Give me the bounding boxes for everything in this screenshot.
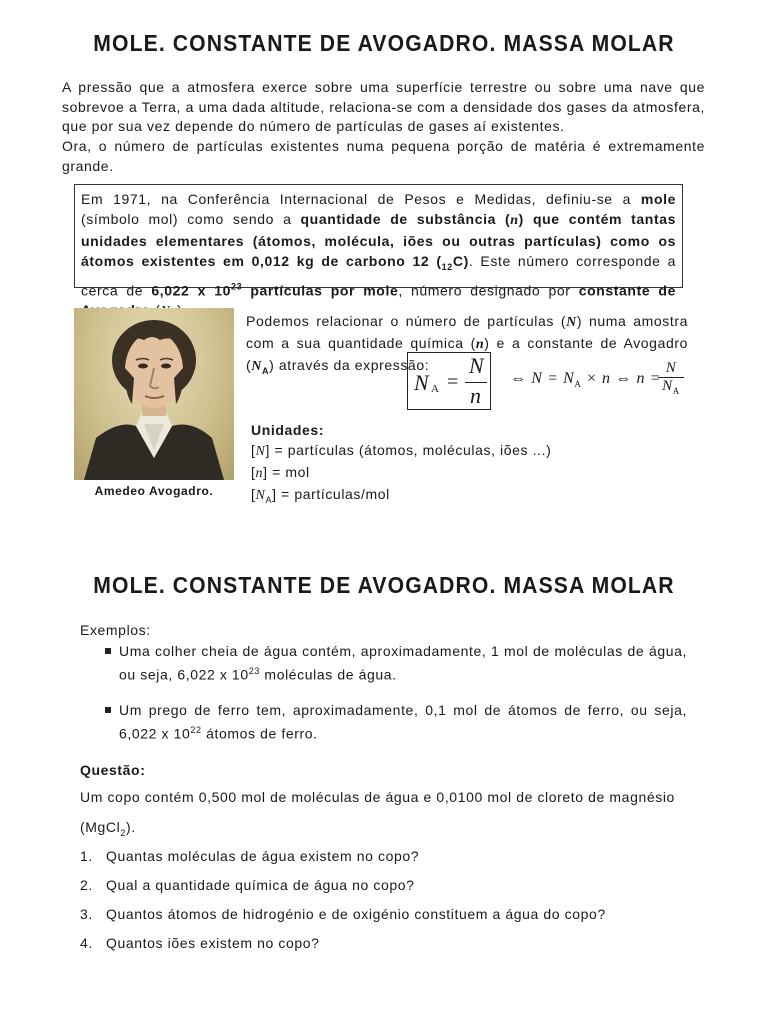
def-carbon: C — [452, 253, 464, 269]
def-bold-4: partículas por mole — [242, 282, 399, 299]
units-block — [251, 420, 551, 510]
question-item-2-num: 2. — [80, 877, 93, 893]
rel-text-3: ) e a constante de Avogadro ( — [246, 335, 688, 373]
question-item-4 — [80, 935, 320, 951]
unit-1-text: = partículas (átomos, moléculas, iões ...) — [269, 442, 552, 458]
def-text-1: Em 1971, na Conferência Internacional de Pesos e Medidas, definiu-se a — [81, 191, 641, 207]
unit-2-symbol: n — [255, 466, 264, 481]
def-bold-3: ) — [463, 253, 469, 269]
question-heading: Questão: — [80, 762, 146, 778]
example-item-2 — [105, 700, 687, 744]
unit-3-text: = partículas/mol — [276, 486, 390, 502]
question-formula-sub: 2 — [120, 827, 126, 838]
example-1-text-b: moléculas de água. — [259, 666, 397, 683]
page-title-bottom: MOLE. CONSTANTE DE AVOGADRO. MASSA MOLAR — [93, 572, 675, 598]
page-title-top: MOLE. CONSTANTE DE AVOGADRO. MASSA MOLAR — [93, 30, 675, 56]
question-formula-end: ). — [125, 819, 136, 835]
example-2-exp: 22 — [190, 725, 202, 735]
question-item-2 — [80, 877, 415, 893]
question-formula: (MgCl — [80, 819, 121, 835]
formula-den2-wrap — [658, 378, 684, 400]
formula-lhs-sub: A — [431, 383, 440, 395]
def-text-2: (símbolo mol) como sendo a — [81, 211, 301, 227]
unit-line-1: [N] = partículas (átomos, moléculas, iões ...) — [251, 442, 552, 459]
question-item-2-text: Qual a quantidade química de água no copo? — [106, 877, 415, 893]
def-text-3: . Este número corresponde a cerca de — [81, 253, 676, 299]
formula-fraction-2 — [658, 360, 684, 400]
question-item-1-text: Quantas moléculas de água existem no copo? — [106, 848, 420, 864]
definition-box — [74, 184, 683, 299]
def-exp: 23 — [230, 281, 243, 292]
example-2-text-a: Um prego de ferro tem, aproximadamente, 0,1 mol de átomos de ferro, ou seja, 6,022 x 10 — [119, 702, 687, 742]
def-n: n — [510, 213, 519, 228]
unit-line-2: [n] = mol — [251, 464, 310, 481]
formula-rest: ⇔ N = N — [510, 370, 575, 387]
question-item-4-text: Quantos iões existem no copo? — [106, 935, 320, 951]
unit-line-3: $[N_A]$ = partículas/mol — [251, 486, 390, 505]
question-item-4-num: 4. — [80, 935, 93, 951]
examples-heading: Exemplos: — [80, 622, 151, 638]
def-bold-5: constante de — [578, 282, 676, 299]
units-heading: Unidades: — [251, 422, 325, 438]
rel-NA: N — [251, 359, 262, 374]
formula-num2: N — [665, 360, 677, 376]
question-item-3-text: Quantos átomos de hidrogénio e de oxigénio constituem a água do copo? — [106, 906, 606, 922]
unit-1-symbol: N — [255, 444, 266, 459]
rel-text-4: ) através da expressão: — [269, 357, 430, 373]
def-sub-12: 12 — [441, 261, 453, 272]
unit-3-sub: A — [265, 494, 273, 505]
portrait-illustration — [74, 308, 234, 480]
example-1-text-a: Uma colher cheia de água contém, aproximadamente, 1 mol de moléculas de água, ou seja, 6,022 x 10 — [119, 643, 687, 683]
question-item-1-num: 1. — [80, 848, 93, 864]
portrait-caption: Amedeo Avogadro. — [94, 484, 214, 498]
formula-den2-sub: A — [672, 386, 680, 396]
example-2-text-b: átomos de ferro. — [201, 725, 318, 742]
avogadro-portrait — [74, 308, 234, 480]
rel-text-2: ) numa amostra com a sua quantidade química ( — [246, 313, 689, 351]
intro-paragraph-1 — [62, 78, 705, 137]
formula-den2: N — [662, 378, 673, 394]
rel-N: N — [566, 315, 577, 330]
rel-text-1: Podemos relacionar o número de partículas ( — [246, 313, 567, 329]
def-number: 6,022 x 10 — [151, 282, 231, 299]
question-item-3-num: 3. — [80, 906, 93, 922]
def-bold-1: quantidade de substância ( — [300, 211, 511, 227]
formula-rest-sub: A — [574, 379, 582, 390]
formula-box — [407, 352, 491, 410]
intro-text-1: A pressão que a atmosfera exerce sobre uma superfície terrestre ou sobre uma nave que sobrevoe a Terra, a uma dada altitude, relaciona-se com a densidade dos gases da atmosfera, que por sua vez depende do número de partículas de gases aí existentes. — [62, 79, 705, 134]
question-item-3 — [80, 906, 606, 922]
question-text-line-1: Um copo contém 0,500 mol de moléculas de água e 0,0100 mol de cloreto de magnésio — [80, 789, 675, 805]
intro-text-2: Ora, o número de partículas existentes numa pequena porção de matéria é extremamente grande. — [62, 138, 705, 174]
def-bold-2: ) que contém tantas unidades elementares (átomos, molécula, iões ou outras partículas) como os átomos existentes em 0,012 kg de carbono 12 ( — [81, 211, 676, 269]
example-1-exp: 23 — [248, 666, 260, 676]
formula-equivalence — [510, 370, 661, 389]
rel-n: n — [475, 337, 485, 352]
question-item-1 — [80, 848, 419, 864]
formula-num: N — [469, 353, 485, 378]
def-mole: mole — [640, 191, 676, 207]
question-text-line-2 — [80, 819, 688, 838]
unit-2-text: = mol — [267, 464, 310, 480]
example-item-1 — [105, 641, 687, 685]
intro-paragraph-2 — [62, 137, 705, 176]
formula-eq: = — [447, 371, 459, 393]
formula-lhs: N — [414, 370, 430, 395]
unit-3-symbol: N — [255, 488, 266, 503]
rel-NA-sub: A — [261, 365, 270, 376]
def-text-4: , número designado por — [398, 282, 579, 299]
formula-den: n — [470, 383, 482, 408]
formula-rest2: × n ⇔ n = — [581, 370, 662, 387]
